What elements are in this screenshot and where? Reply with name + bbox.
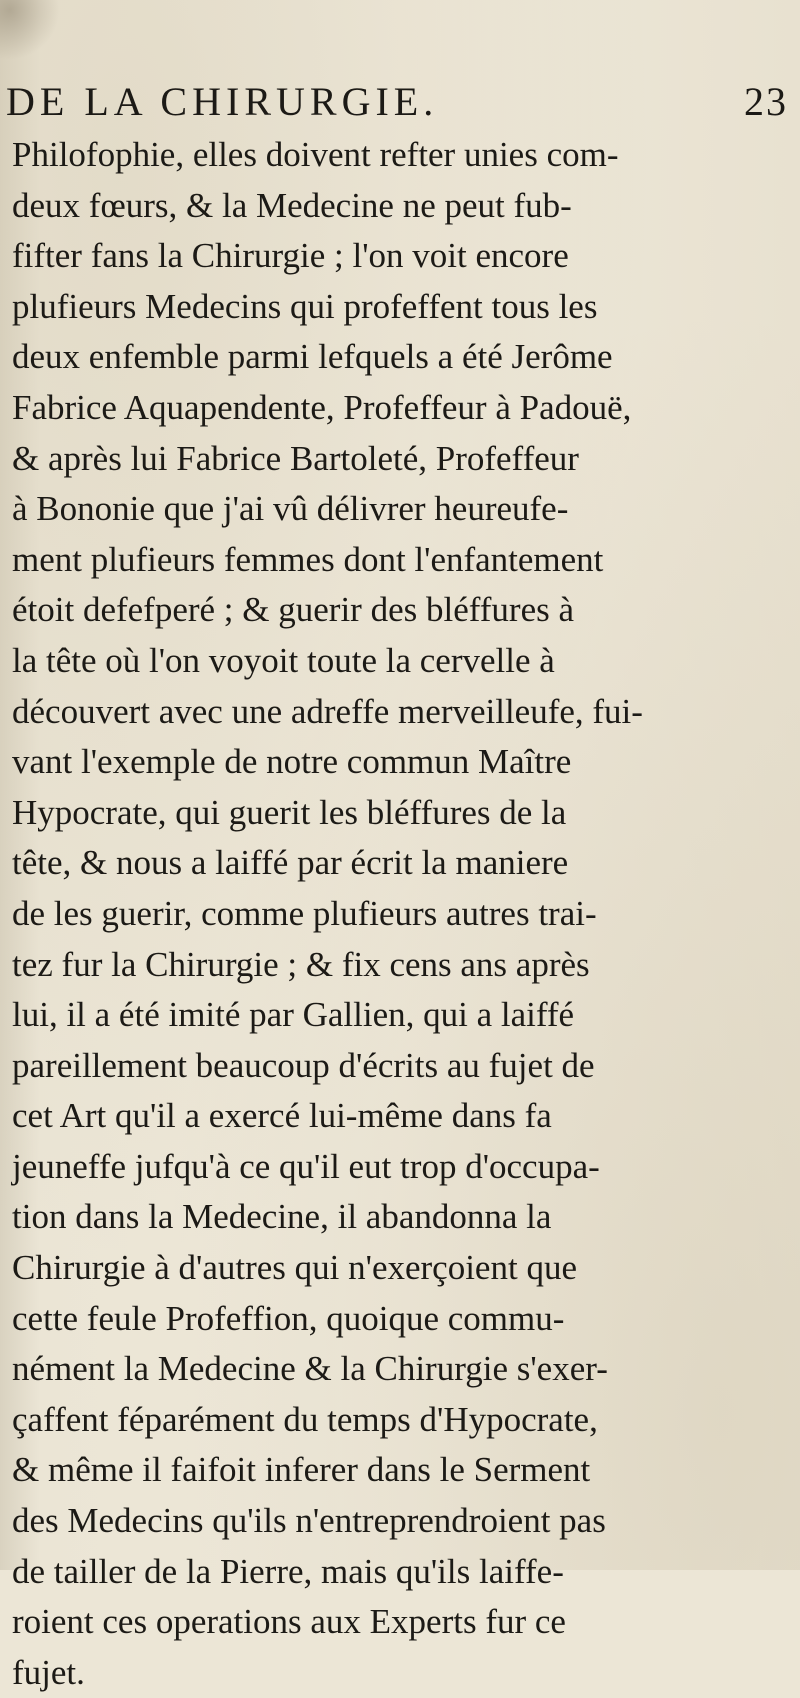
running-title: DE LA CHIRURGIE. [6, 79, 439, 124]
running-header [6, 78, 796, 125]
text-line: & même il faifoit inferer dans le Serment [12, 1450, 591, 1490]
text-line: fifter fans la Chirurgie ; l'on voit encore [12, 236, 569, 276]
text-line: nément la Medecine & la Chirurgie s'exer- [12, 1349, 608, 1389]
text-line: deux enfemble parmi lefquels a été Jerôme [12, 337, 613, 377]
text-line: jeuneffe jufqu'à ce qu'il eut trop d'occupa- [12, 1146, 600, 1186]
text-line: Chirurgie à d'autres qui n'exerçoient que [12, 1248, 577, 1288]
page-number: 23 [744, 79, 788, 124]
text-line: Fabrice Aquapendente, Profeffeur à Padouë, [12, 387, 632, 427]
text-line: de les guerir, comme plufieurs autres trai- [12, 893, 597, 933]
text-line: cette feule Profeffion, quoique commu- [12, 1298, 565, 1338]
text-line: cet Art qu'il a exercé lui-même dans fa [12, 1096, 552, 1136]
text-line: vant l'exemple de notre commun Maître [12, 742, 572, 782]
text-line: roient ces operations aux Experts fur ce [12, 1602, 566, 1642]
text-line: tête, & nous a laiffé par écrit la maniere [12, 843, 569, 883]
text-line: fujet. [12, 1652, 85, 1692]
text-line: Hypocrate, qui guerit les bléffures de la [12, 792, 567, 832]
text-line: de tailler de la Pierre, mais qu'ils laiffe- [12, 1551, 564, 1591]
text-line: des Medecins qu'ils n'entreprendroient pas [12, 1501, 606, 1541]
text-line: découvert avec une adreffe merveilleufe, fui- [12, 691, 643, 731]
text-line: tez fur la Chirurgie ; & fix cens ans après [12, 944, 590, 984]
text-line: plufieurs Medecins qui profeffent tous les [12, 286, 598, 326]
text-line: étoit defefperé ; & guerir des bléffures à [12, 590, 575, 630]
text-line: à Bononie que j'ai vû délivrer heureufe- [12, 489, 569, 529]
body-text [12, 130, 792, 1698]
text-line: pareillement beaucoup d'écrits au fujet de [12, 1045, 595, 1085]
paper-stain [0, 0, 60, 60]
text-line: çaffent féparément du temps d'Hypocrate, [12, 1399, 598, 1439]
text-line: deux fœurs, & la Medecine ne peut fub- [12, 185, 572, 225]
text-line: la tête où l'on voyoit toute la cervelle à [12, 640, 555, 680]
text-line: tion dans la Medecine, il abandonna la [12, 1197, 552, 1237]
text-line: ment plufieurs femmes dont l'enfantement [12, 539, 604, 579]
text-line: Philofophie, elles doivent refter unies com- [12, 135, 619, 174]
text-line: & après lui Fabrice Bartoleté, Profeffeur [12, 438, 579, 478]
text-line: lui, il a été imité par Gallien, qui a laiffé [12, 995, 575, 1035]
